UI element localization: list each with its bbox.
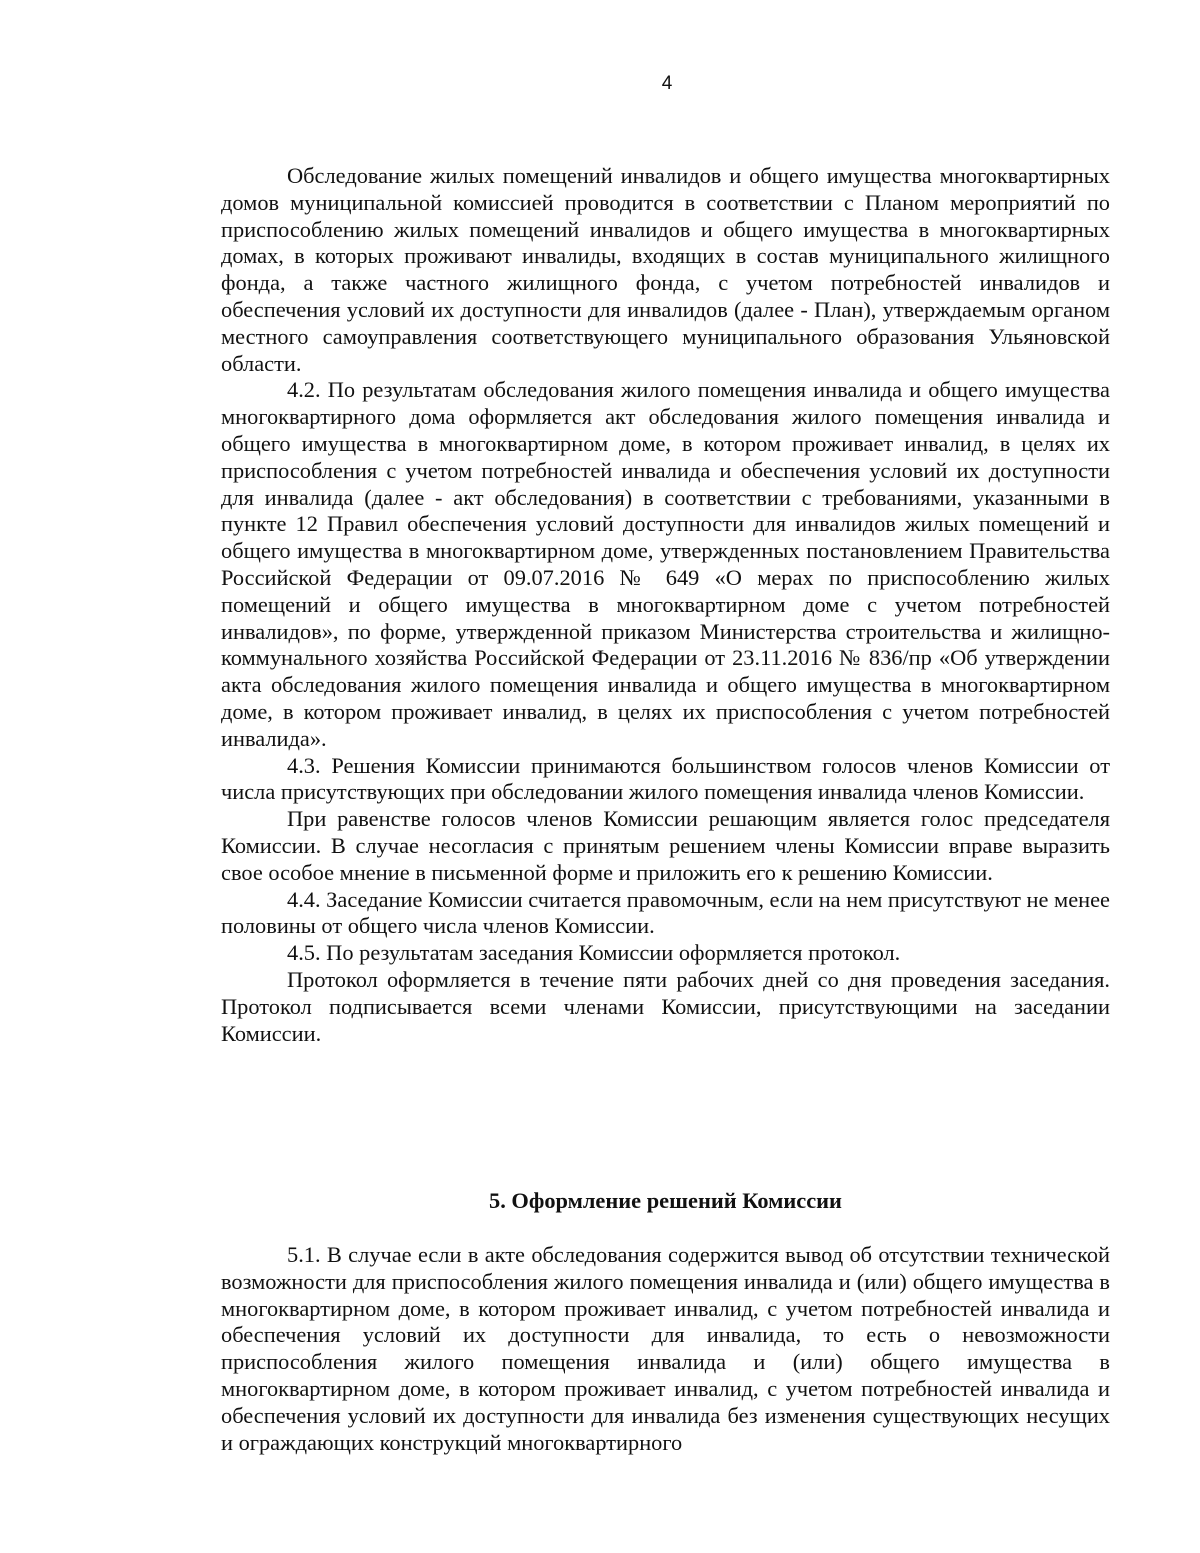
paragraph-tie-vote: При равенстве голосов членов Комиссии решающим является голос председателя Комиссии. В случае несогласия с принятым решением члены Комиссии вправе выразить свое особое мнение в письменной форме и приложить его к решению Комиссии. [221,806,1110,885]
section-body-text [221,1242,1110,1456]
page-number: 4 [661,73,673,94]
body-text [221,163,1110,1047]
paragraph-protocol: Протокол оформляется в течение пяти рабочих дней со дня проведения заседания. Протокол подписывается всеми членами Комиссии, присутствующими на заседании Комиссии. [221,966,1110,1046]
paragraph-4-5: 4.5. По результатам заседания Комиссии оформляется протокол. [287,940,901,966]
section-heading: 5. Оформление решений Комиссии [489,1188,842,1213]
paragraph-5-1: 5.1. В случае если в акте обследования содержится вывод об отсутствии технической возможности для приспособления жилого помещения инвалида и (или) общего имущества в многоквартирном доме, в котором проживает инвалид, с учетом потребностей инвалида и обеспечения условий их доступности для инвалида, то есть о невозможности приспособления жилого помещения инвалида и (или) общего имущества в многоквартирном доме, в котором проживает инвалид, с учетом потребностей инвалида и обеспечения условий их доступности для инвалида без изменения существующих несущих и ограждающих конструкций многоквартирного [221,1242,1110,1455]
paragraph-4-4: 4.4. Заседание Комиссии считается правомочным, если на нем присутствуют не менее половины от общего числа членов Комиссии. [221,886,1110,939]
paragraph-survey-plan: Обследование жилых помещений инвалидов и общего имущества многоквартирных домов муниципальной комиссией проводится в соответствии с Планом мероприятий по приспособлению жилых помещений инвалидов и общего имущества в многоквартирных домах, в которых проживают инвалиды, входящих в состав муниципального жилищного фонда, а также частного жилищного фонда, с учетом потребностей инвалидов и обеспечения условий их доступности для инвалидов (далее - План), утверждаемым органом местного самоуправления соответствующего муниципального образования Ульяновской области. [221,163,1110,376]
paragraph-4-3: 4.3. Решения Комиссии принимаются большинством голосов членов Комиссии от числа присутствующих при обследовании жилого помещения инвалида членов Комиссии. [221,752,1110,805]
paragraph-4-2: 4.2. По результатам обследования жилого помещения инвалида и общего имущества многоквартирного дома оформляется акт обследования жилого помещения инвалида и общего имущества в многоквартирном доме, в котором проживает инвалид, в целях их приспособления с учетом потребностей инвалида и обеспечения условий их доступности для инвалида (далее - акт обследования) в соответствии с требованиями, указанными в пункте 12 Правил обеспечения условий доступности для инвалидов жилых помещений и общего имущества в многоквартирном доме, утвержденных постановлением Правительства Российской Федерации от 09.07.2016 № 649 «О мерах по приспособлению жилых помещений и общего имущества в многоквартирном доме с учетом потребностей инвалидов», по форме, утвержденной приказом Министерства строительства и жилищно-коммунального хозяйства Российской Федерации от 23.11.2016 № 836/пр «Об утверждении акта обследования жилого помещения инвалида и общего имущества в многоквартирном доме, в котором проживает инвалид, в целях их приспособления с учетом потребностей инвалида». [221,377,1110,751]
